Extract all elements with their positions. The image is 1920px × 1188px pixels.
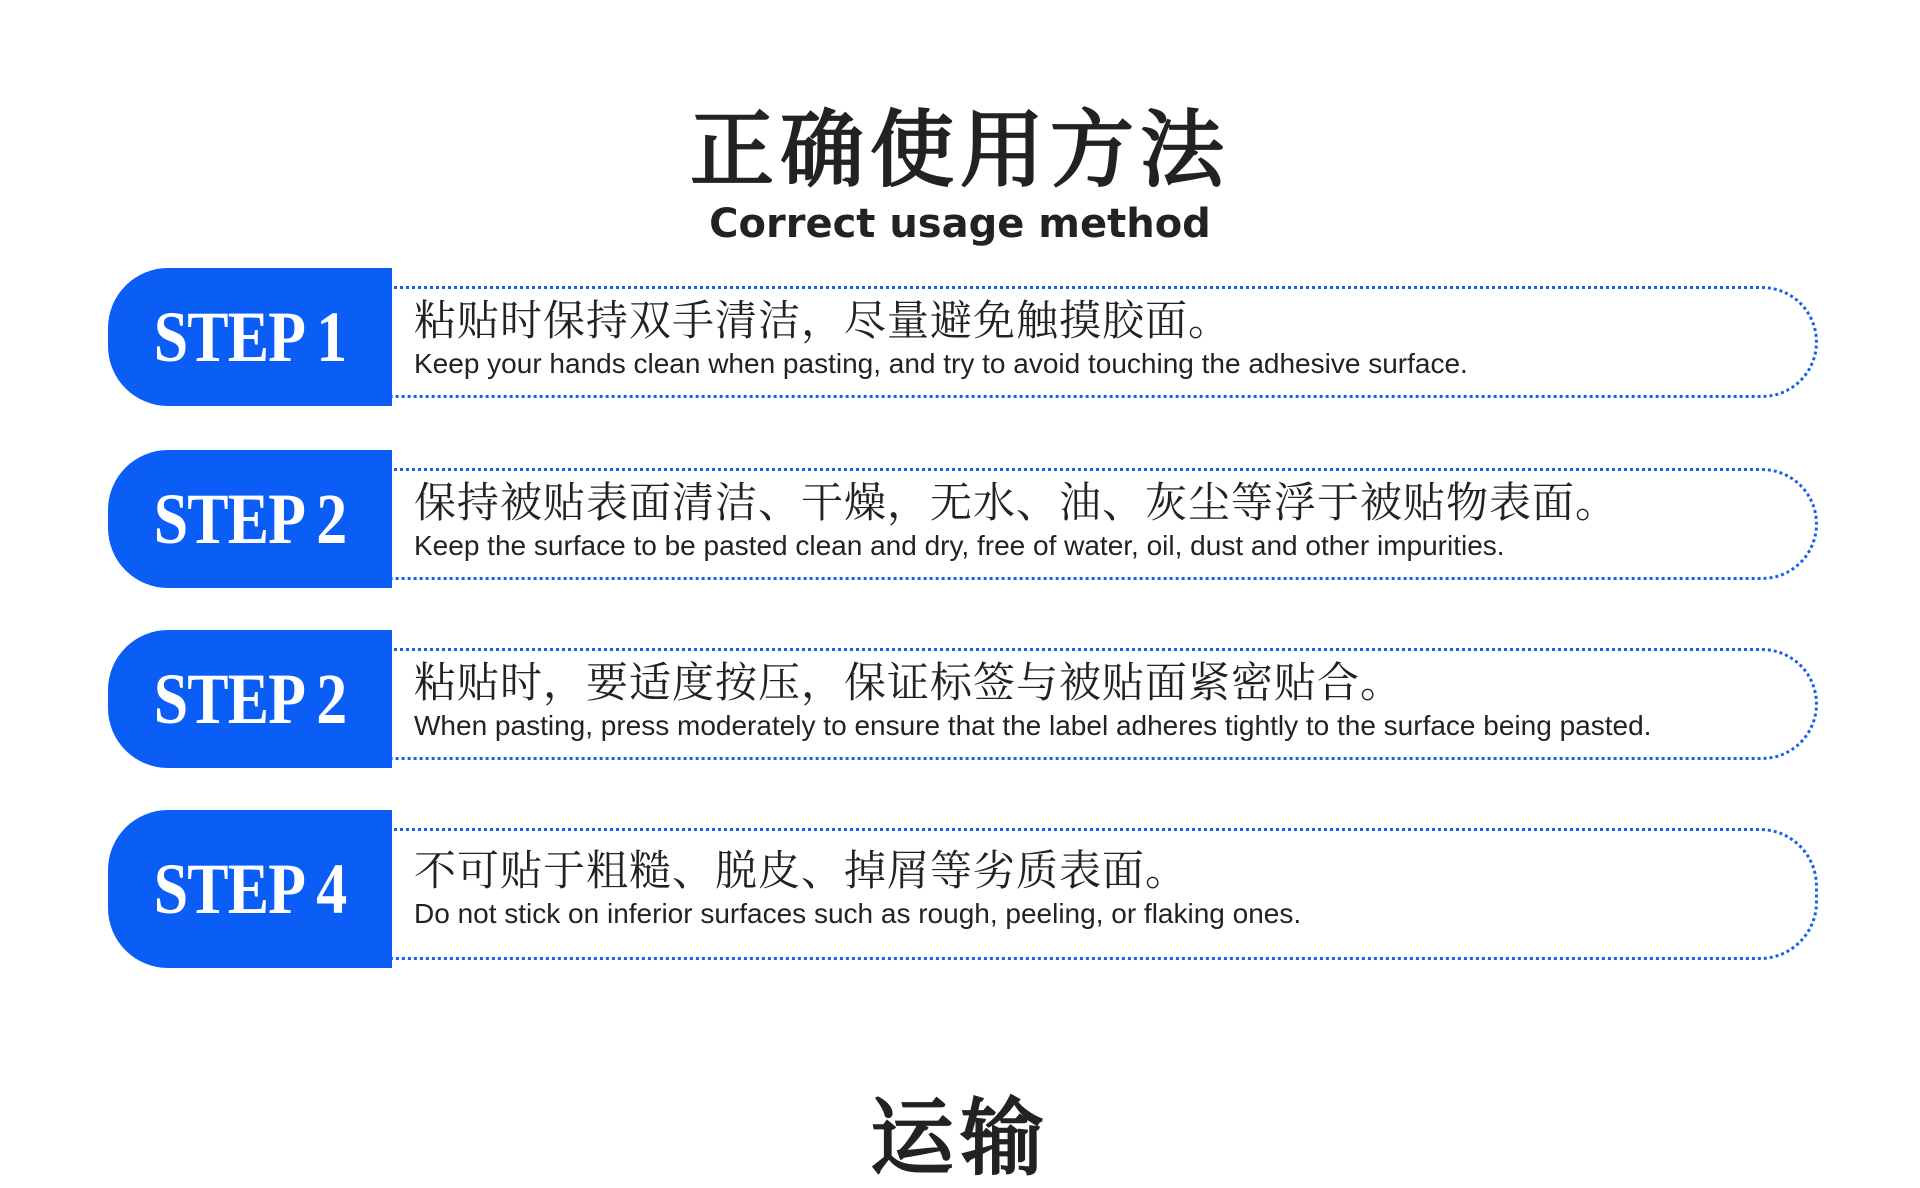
step-text-en: Keep the surface to be pasted clean and dry, free of water, oil, dust and other impurities. [414, 530, 1505, 561]
step-text-zh: 粘贴时，要适度按压，保证标签与被贴面紧密贴合。 [414, 658, 1404, 707]
step-text-zh: 不可贴于粗糙、脱皮、掉屑等劣质表面。 [414, 846, 1189, 895]
step-badge [108, 630, 392, 768]
step-badge-label: STEP 2 [153, 658, 347, 739]
page-title: 正确使用方法 [689, 101, 1230, 199]
step-card-1 [108, 268, 1818, 406]
step-text-en: Do not stick on inferior surfaces such as rough, peeling, or flaking ones. [414, 898, 1302, 929]
step-card-4 [108, 810, 1818, 968]
step-badge-label: STEP 1 [153, 296, 347, 377]
next-section-title: 运输 [869, 1089, 1050, 1187]
page-subtitle: Correct usage method [709, 201, 1211, 247]
step-card-3 [108, 630, 1818, 768]
step-text-en: When pasting, press moderately to ensure that the label adheres tightly to the surface being pasted. [414, 710, 1652, 741]
step-text [414, 476, 1786, 564]
step-badge-label: STEP 4 [153, 848, 347, 929]
step-text [414, 844, 1786, 932]
step-badge [108, 450, 392, 588]
step-text [414, 656, 1786, 744]
step-text-zh: 保持被贴表面清洁、干燥，无水、油、灰尘等浮于被贴物表面。 [414, 478, 1619, 527]
step-text-zh: 粘贴时保持双手清洁，尽量避免触摸胶面。 [414, 296, 1232, 345]
step-card-2 [108, 450, 1818, 588]
step-badge [108, 268, 392, 406]
step-text [414, 294, 1786, 382]
step-text-en: Keep your hands clean when pasting, and try to avoid touching the adhesive surface. [414, 348, 1468, 379]
step-badge-label: STEP 2 [153, 478, 347, 559]
page-header [0, 100, 1920, 248]
step-badge [108, 810, 392, 968]
